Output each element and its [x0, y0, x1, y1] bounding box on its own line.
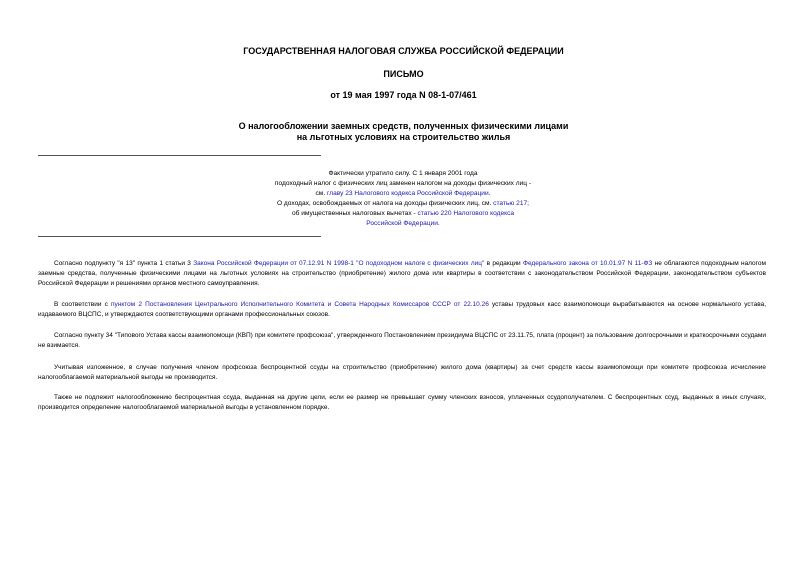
paragraph-5: Также не подлежит налогообложению беспроцентная ссуда, выданная на другие цели, если ее размер не превышает сумму членских взносов, уплаченных ссудополучателем. С беспроцентных ссуд, выданных в иных случаях, производится определение налогооблагаемой материальной выгоды в установленном порядке.	[38, 394, 766, 412]
note-line2: подоходный налог с физических лиц заменен налогом на доходы физических лиц -	[274, 180, 532, 187]
divider-bottom	[38, 236, 321, 237]
note-line3: см. главу 23 Налогового кодекса Российской Федерации.	[315, 190, 491, 197]
note-line6: Российской Федерации.	[366, 220, 440, 227]
paragraph-1: Согласно подпункту "я 13" пункта 1 статьи 3 Закона Российской Федерации от 07.12.91 N 1998-1 "О подоходном налоге с физических лиц" в редакции Федерального закона от 10.01.97 N 11-ФЗ не облагаются подоходным налогом заемные средства, полученные физическими лицами на льготных условиях на строительство (приобретение) жилого дома или квартиры в соответствии с законодательством Российской Федерации, законодательством субъектов Российской Федерации и решениями органов местного самоуправления.	[38, 260, 766, 288]
link-law-1998-1[interactable]: Закона Российской Федерации от 07.12.91 N 1998-1 "О подоходном налоге с физических лиц"	[193, 260, 485, 267]
document-title-line1: О налогообложении заемных средств, полученных физическими лицами	[238, 121, 569, 131]
document-date-number: от 19 мая 1997 года N 08-1-07/461	[330, 90, 477, 100]
link-article-217[interactable]: статью 217	[493, 200, 528, 207]
link-article-220[interactable]: статью 220 Налогового кодекса	[417, 210, 515, 217]
note-line4: О доходах, освобождаемых от налога на доходы физических лиц, см. статью 217;	[276, 200, 530, 207]
paragraph-2: В соответствии с пунктом 2 Постановления Центрального Исполнительного Комитета и Совета Народных Комиссаров СССР от 22.10.26 уставы трудовых касс взаимопомощи вырабатываются на основе нормального устава, издаваемого ВЦСПС, и утверждаются соответствующими органами профессиональных союзов.	[38, 301, 766, 319]
document-title-line2: на льготных условиях на строительство жилья	[296, 132, 511, 142]
document-type: ПИСЬМО	[383, 69, 424, 79]
link-article-220-cont[interactable]: Российской Федерации	[366, 220, 438, 227]
link-chapter-23[interactable]: главу 23 Налогового кодекса Российской Федерации	[326, 190, 489, 197]
issuing-authority: ГОСУДАРСТВЕННАЯ НАЛОГОВАЯ СЛУЖБА РОССИЙСКОЙ ФЕДЕРАЦИИ	[243, 46, 564, 56]
document-title	[0, 121, 807, 143]
paragraph-4: Учитывая изложенное, в случае получения членом профсоюза беспроцентной ссуды на строительство (приобретение) жилого дома (квартиры) за счет средств кассы взаимопомощи при комитете профсоюза исчисление налогооблагаемой материальной выгоды не производится.	[38, 364, 766, 382]
divider-top	[38, 155, 321, 156]
editorial-note	[258, 169, 548, 229]
paragraph-3: Согласно пункту 34 "Типового Устава кассы взаимопомощи (КВП) при комитете профсоюза", утвержденного Постановлением президиума ВЦСПС от 23.11.75, плата (процент) за пользование долгосрочными и краткосрочными ссудами не взимается.	[38, 332, 766, 350]
note-line5: об имущественных налоговых вычетах - статью 220 Налогового кодекса	[291, 210, 515, 217]
link-federal-law-11-fz[interactable]: Федерального закона от 10.01.97 N 11-ФЗ	[523, 260, 653, 267]
link-resolution-22-10-26[interactable]: пунктом 2 Постановления Центрального Исполнительного Комитета и Совета Народных Комиссаров СССР от 22.10.26	[111, 301, 489, 308]
note-line1: Фактически утратило силу. С 1 января 2001 года	[328, 170, 478, 177]
